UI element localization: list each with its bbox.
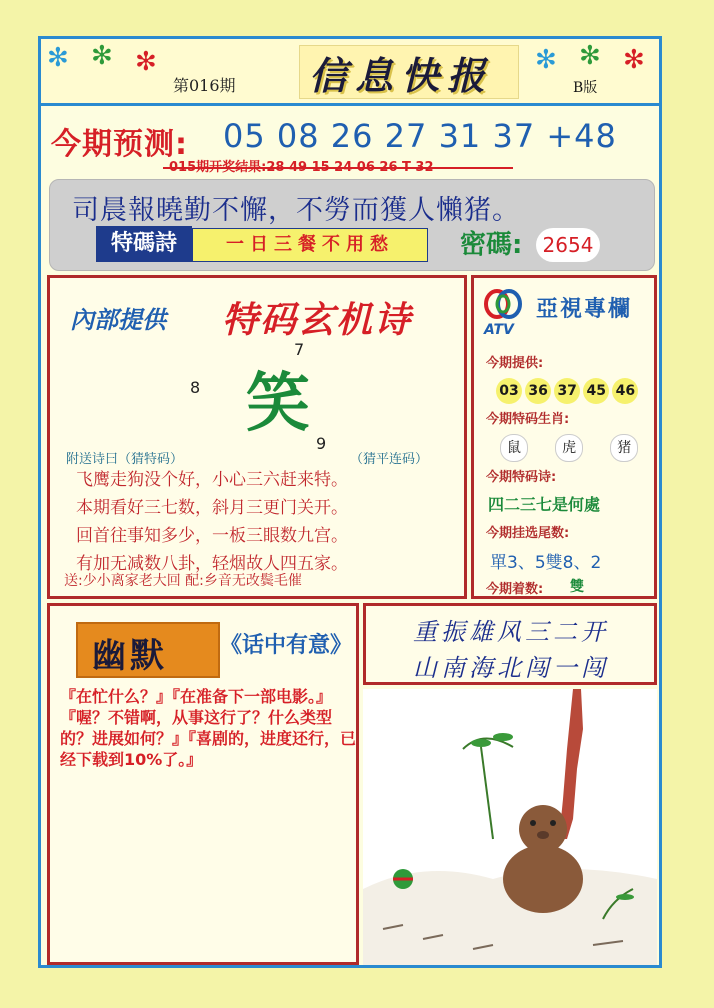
last-result: 015期开奖结果:28 49 15 24 06 26 T 32	[169, 160, 434, 175]
password-label: 密碼:	[460, 230, 523, 260]
number-ball: 37	[554, 378, 580, 404]
password-value: 2654	[536, 228, 600, 262]
atv-title: 亞視專欄	[536, 297, 633, 322]
joke-subtitle: 《话中有意》	[220, 633, 353, 658]
atv-column	[471, 275, 657, 599]
flower-icon: ✻	[47, 43, 69, 73]
atv-logo-text: ATV	[484, 322, 514, 338]
flower-icon: ✻	[623, 45, 645, 75]
number-ball: 46	[612, 378, 638, 404]
prediction-numbers: 05 08 26 27 31 37 +48	[223, 117, 617, 155]
edition-label: B版	[573, 80, 598, 96]
poem-lines	[76, 466, 348, 578]
number-ball: 36	[525, 378, 551, 404]
hint-number-left: 8	[190, 378, 201, 397]
newspaper-frame	[38, 36, 662, 968]
zodiac-badge: 猪	[610, 434, 638, 462]
poem-line: 回首往事知多少，一板三眼数九宫。	[76, 526, 348, 546]
tm-poem-text: 一日三餐不用愁	[192, 228, 428, 262]
flower-icon: ✻	[135, 47, 157, 77]
note-right: （猜平连码）	[350, 452, 429, 467]
atv-logo-icon	[484, 288, 522, 320]
issue-number: 第016期	[173, 76, 236, 95]
number-ball: 45	[583, 378, 609, 404]
number-ball: 03	[496, 378, 522, 404]
hint-number-top: 7	[294, 340, 305, 359]
provide-label: 今期提供:	[486, 356, 544, 371]
poem-box-label: 內部提供	[70, 306, 166, 334]
tail-numbers: 單3、5雙8、2	[490, 553, 602, 573]
zodiac-badge: 虎	[555, 434, 583, 462]
special-poem-label: 今期特码诗:	[486, 470, 557, 485]
illustration	[363, 689, 657, 965]
ball-row	[496, 378, 636, 404]
bear-illustration	[363, 689, 657, 965]
joke-header	[76, 622, 220, 678]
zodiac-label: 今期特码生肖:	[486, 412, 570, 427]
slogan2-line2: 山南海北闯一闯	[413, 654, 609, 682]
slogan-text: 司晨報曉勤不懈，不勞而獲人懶猪。	[72, 195, 520, 226]
joke-box	[47, 603, 359, 965]
flower-icon: ✻	[579, 41, 601, 71]
poem-line: 本期看好三七数，斜月三更门关开。	[76, 498, 348, 518]
zodiac-row	[500, 434, 660, 462]
look-label: 今期着数:	[486, 582, 544, 597]
flower-icon: ✻	[535, 45, 557, 75]
note-left: 附送诗曰（猜特码）	[66, 452, 184, 467]
flower-icon: ✻	[91, 41, 113, 71]
tm-poem-label: 特碼詩	[96, 226, 192, 262]
hint-number-bottom: 9	[316, 434, 327, 453]
poem-footer: 送:少小离家老大回 配:乡音无改鬓毛催	[64, 573, 302, 589]
special-poem: 四二三七是何處	[488, 495, 601, 514]
joke-text: 『在忙什么？』『在准备下一部电影。』『喔？不错啊，从事这行了？什么类型的？进展如何？』『喜剧的，进度还行，已经下载到10%了。』	[60, 687, 357, 769]
riddle-character: 笑	[246, 366, 310, 441]
poem-line: 飞鹰走狗没个好，小心三六赶来特。	[76, 470, 348, 490]
slogan2-line1: 重振雄风三二开	[413, 618, 609, 646]
poem-box-title: 特码玄机诗	[222, 300, 413, 341]
poem-box	[47, 275, 467, 599]
slogan2-box	[363, 603, 657, 685]
slogan-box	[49, 179, 655, 271]
joke-header-text: 幽默	[92, 636, 168, 676]
zodiac-badge: 鼠	[500, 434, 528, 462]
tail-label: 今期挂选尾数:	[486, 526, 570, 541]
page-title: 信息快报	[309, 53, 494, 98]
prediction-label: 今期预测:	[51, 127, 188, 162]
look-value: 雙	[570, 579, 584, 595]
poem-line: 有加无减数八卦，轻烟故人四五家。	[76, 554, 348, 574]
header-bar	[41, 39, 659, 106]
